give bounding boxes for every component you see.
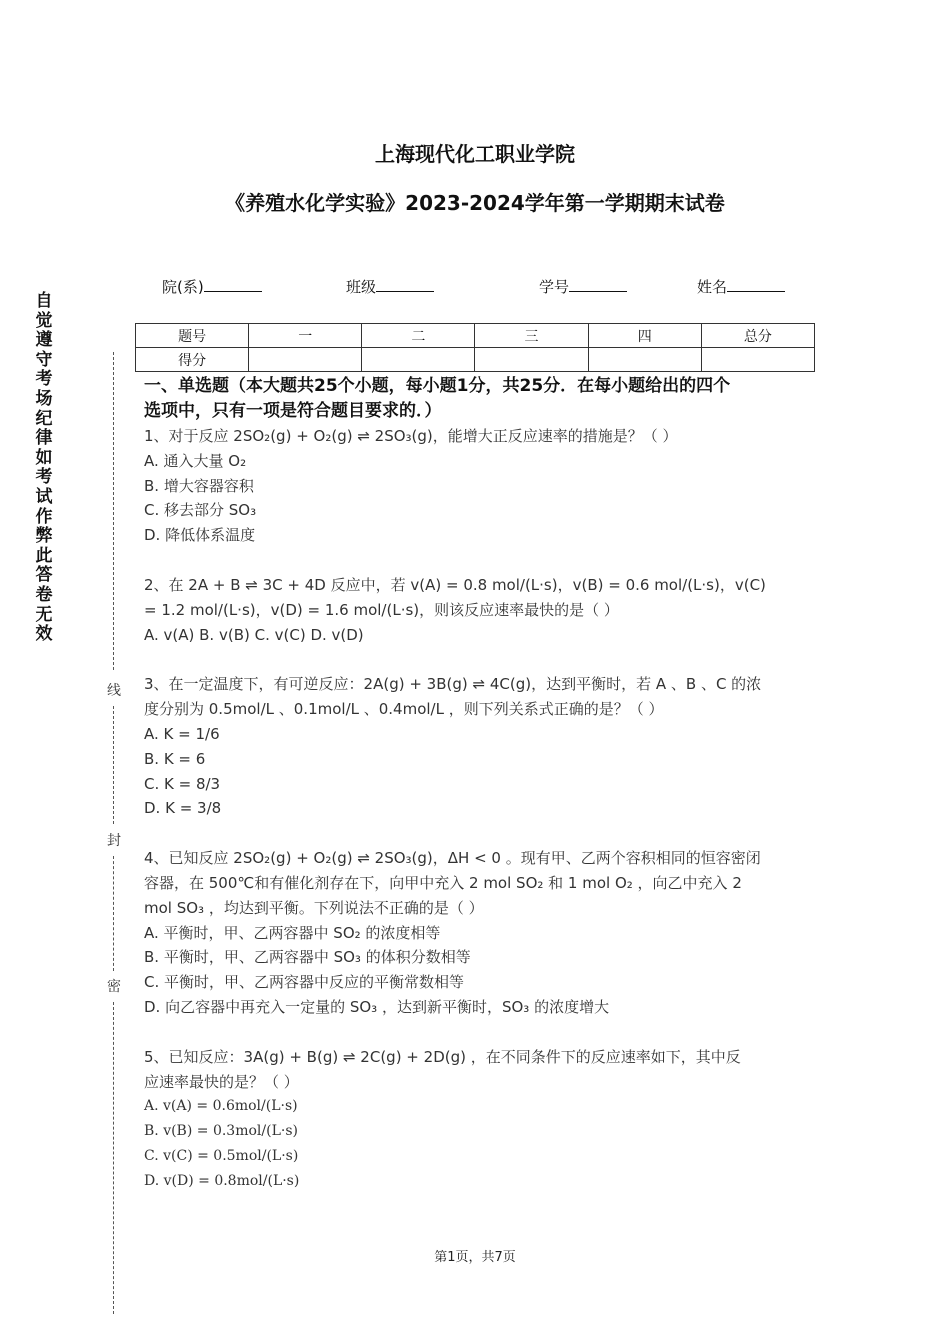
exam-title: 《养殖水化学实验》2023-2024学年第一学期期末试卷 <box>225 191 725 215</box>
class-field[interactable] <box>346 276 434 297</box>
score-cell[interactable] <box>701 348 814 372</box>
question-4-option-b: B. 平衡时，甲、乙两容器中 SO₃ 的体积分数相等 <box>144 948 471 967</box>
question-4-stem: 4、已知反应 2SO₂(g) + O₂(g) ⇌ 2SO₃(g)，ΔH < 0 。现有甲、乙两个容积相同的恒容密闭 <box>144 849 761 868</box>
score-table-header-row <box>136 324 815 348</box>
question-3-option-c: C. K = 8/3 <box>144 774 221 793</box>
school-title: 上海现代化工职业学院 <box>375 142 575 166</box>
score-table-score-row <box>136 348 815 372</box>
student-id-blank[interactable] <box>569 276 627 292</box>
score-header-cell: 总分 <box>701 324 814 348</box>
question-1-option-b: B. 增大容器容积 <box>144 476 254 495</box>
question-5-option-c: C. v(C) = 0.5mol/(L·s) <box>144 1147 299 1164</box>
score-header-cell: 三 <box>475 324 588 348</box>
score-cell[interactable] <box>362 348 475 372</box>
name-blank[interactable] <box>727 276 785 292</box>
question-2-stem: 2、在 2A + B ⇌ 3C + 4D 反应中，若 v(A) = 0.8 mol/(L·s)，v(B) = 0.6 mol/(L·s)，v(C) <box>144 575 766 594</box>
seal-dashed-line <box>113 1002 114 1314</box>
seal-dashed-line <box>113 706 114 824</box>
department-label: 院(系) <box>162 278 204 296</box>
question-4-option-c: C. 平衡时，甲、乙两容器中反应的平衡常数相等 <box>144 973 465 992</box>
section-heading: 一、单选题（本大题共25个小题，每小题1分，共25分．在每小题给出的四个 <box>144 376 731 396</box>
question-1-option-c: C. 移去部分 SO₃ <box>144 501 257 520</box>
seal-mark-dense: 密 <box>107 979 121 995</box>
student-id-label: 学号 <box>539 278 570 296</box>
seal-dashed-line <box>113 352 114 670</box>
question-5-option-d: D. v(D) = 0.8mol/(L·s) <box>144 1172 300 1189</box>
question-2-options: A. v(A) B. v(B) C. v(C) D. v(D) <box>144 625 364 644</box>
question-4-stem: 容器，在 500℃和有催化剂存在下，向甲中充入 2 mol SO₂ 和 1 mol O₂ ，向乙中充入 2 <box>144 873 742 892</box>
question-5-stem: 5、已知反应：3A(g) + B(g) ⇌ 2C(g) + 2D(g) ，在不同条件下的反应速率如下，其中反 <box>144 1047 741 1066</box>
page-number: 第1页，共7页 <box>434 1250 516 1265</box>
question-content <box>144 374 812 1194</box>
question-1-stem: 1、对于反应 2SO₂(g) + O₂(g) ⇌ 2SO₃(g)，能增大正反应速率的措施是？（ ） <box>144 427 678 445</box>
class-label: 班级 <box>346 278 377 296</box>
score-cell[interactable] <box>475 348 588 372</box>
score-cell[interactable] <box>588 348 701 372</box>
score-cell[interactable] <box>249 348 362 372</box>
score-header-cell: 二 <box>362 324 475 348</box>
question-4-option-d: D. 向乙容器中再充入一定量的 SO₃ ，达到新平衡时，SO₃ 的浓度增大 <box>144 997 610 1016</box>
question-3-stem: 3、在一定温度下，有可逆反应：2A(g) + 3B(g) ⇌ 4C(g)，达到平衡时，若 A 、B 、C 的浓 <box>144 675 762 694</box>
score-table <box>135 323 815 372</box>
question-3-option-a: A. K = 1/6 <box>144 724 220 743</box>
question-1-option-a: A. 通入大量 O₂ <box>144 451 247 470</box>
score-row-label: 得分 <box>136 348 249 372</box>
seal-mark-seal: 封 <box>107 833 121 849</box>
seal-mark-line: 线 <box>107 683 121 699</box>
question-5-option-b: B. v(B) = 0.3mol/(L·s) <box>144 1123 298 1140</box>
student-id-field[interactable] <box>539 276 627 297</box>
question-4-option-a: A. 平衡时，甲、乙两容器中 SO₂ 的浓度相等 <box>144 923 441 942</box>
question-1-option-d: D. 降低体系温度 <box>144 526 256 545</box>
exam-discipline-notice: 自觉遵守考场纪律如考试作弊此答卷无效 <box>35 291 53 645</box>
score-header-cell: 一 <box>249 324 362 348</box>
score-header-cell: 四 <box>588 324 701 348</box>
seal-dashed-line <box>113 856 114 971</box>
question-2-stem: = 1.2 mol/(L·s)，v(D) = 1.6 mol/(L·s)，则该反应速率最快的是（ ） <box>144 600 619 619</box>
class-blank[interactable] <box>376 276 434 292</box>
question-3-option-d: D. K = 3/8 <box>144 799 222 818</box>
question-5-option-a: A. v(A) = 0.6mol/(L·s) <box>144 1098 298 1115</box>
score-header-cell: 题号 <box>136 324 249 348</box>
question-5-stem: 应速率最快的是？（ ） <box>144 1072 299 1091</box>
question-3-option-b: B. K = 6 <box>144 749 206 768</box>
name-label: 姓名 <box>697 278 728 296</box>
question-3-stem: 度分别为 0.5mol/L 、0.1mol/L 、0.4mol/L ，则下列关系式正确的是？（ ） <box>144 700 664 719</box>
department-field[interactable] <box>162 276 262 297</box>
section-heading: 选项中，只有一项是符合题目要求的．） <box>144 401 442 421</box>
department-blank[interactable] <box>204 276 262 292</box>
name-field[interactable] <box>697 276 785 297</box>
question-4-stem: mol SO₃ ，均达到平衡。下列说法不正确的是（ ） <box>144 898 484 917</box>
